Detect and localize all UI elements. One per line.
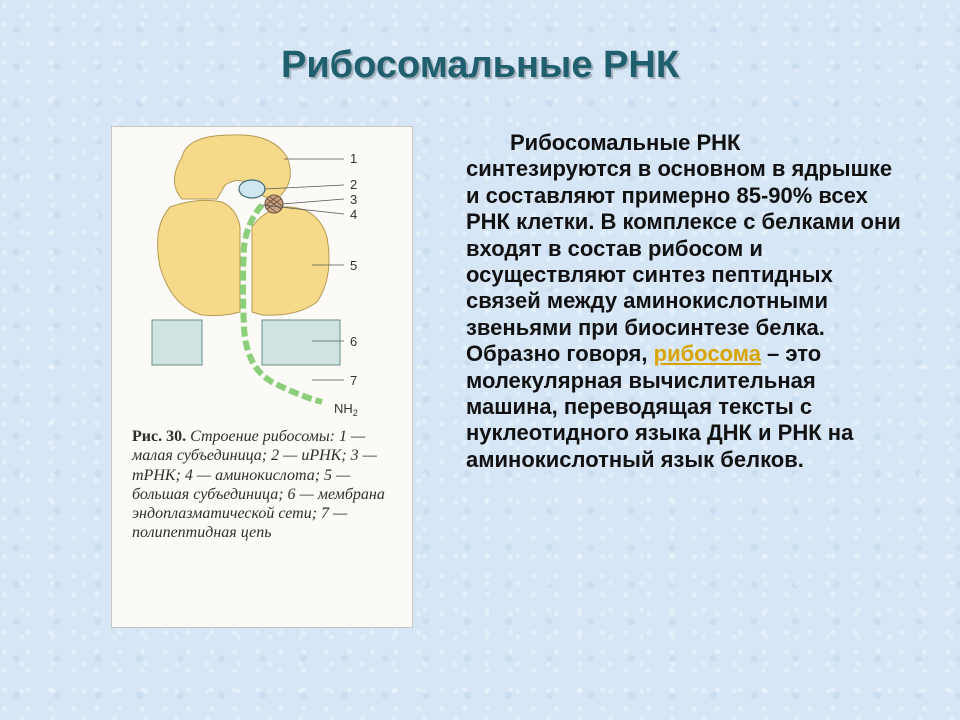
membrane-right	[262, 320, 340, 365]
nh2-subscript: 2	[352, 408, 358, 418]
paragraph-part2: – это молекулярная вычислительная машина, переводящая тексты с нуклеотидного языка ДНК и РНК на аминокислотный язык белков.	[466, 341, 854, 472]
caption-label: Рис. 30.	[132, 428, 187, 445]
callout-7: 7	[350, 373, 358, 388]
nh2-label	[334, 401, 358, 418]
callout-3: 3	[350, 192, 358, 207]
nh2-text: NH	[334, 401, 353, 416]
paragraph-part1: Рибосомальные РНК синтезируются в основном в ядрышке и составляют примерно 85-90% всех РНК клетки. В комплексе с белками они входят в состав рибосом и осуществляют синтез пептидных связей между аминокислотными звеньями при биосинтезе белка. Образно говоря,	[466, 130, 901, 367]
small-subunit	[175, 135, 291, 199]
ribosome-diagram	[112, 127, 412, 427]
mrna	[239, 180, 265, 198]
body-paragraph	[466, 130, 906, 473]
large-subunit-left	[158, 200, 240, 315]
callout-6: 6	[350, 334, 358, 349]
ribosome-link[interactable]: рибосома	[653, 341, 761, 367]
callout-2: 2	[350, 177, 358, 192]
figure-caption	[132, 427, 402, 543]
slide-title: Рибосомальные РНК	[280, 44, 680, 86]
membrane-left	[152, 320, 202, 365]
callout-4: 4	[350, 207, 358, 222]
ribosome-figure	[111, 126, 413, 628]
callout-1: 1	[350, 151, 358, 166]
callout-5: 5	[350, 258, 358, 273]
caption-text: Строение рибосомы: 1 — малая субъединица; 2 — иРНК; 3 — тРНК; 4 — аминокислота; 5 — большая субъединица; 6 — мембрана эндоплазматической сети; 7 — полипептидная цепь	[132, 428, 385, 542]
large-subunit-right	[252, 207, 329, 315]
